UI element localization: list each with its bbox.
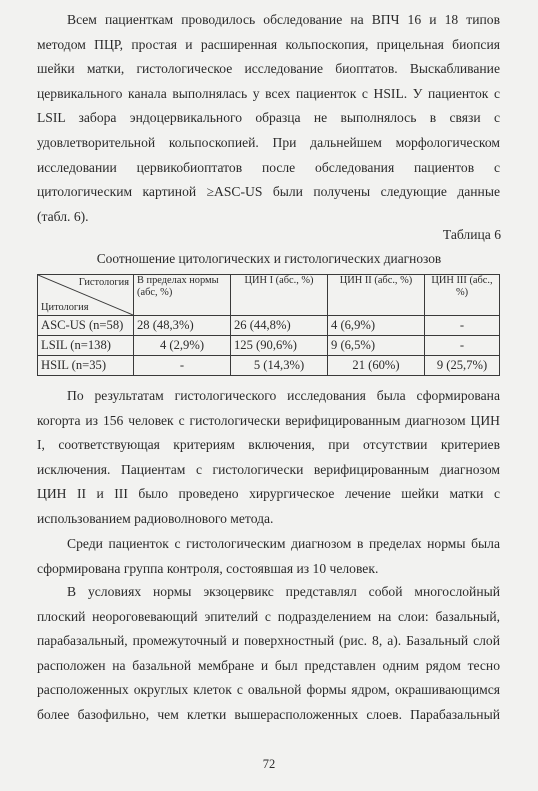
- table-cell: -: [134, 356, 231, 376]
- text-line: шейки матки, гистологическое исследование биоптатов. Выскабливание: [37, 61, 500, 77]
- text-line: более базофильно, чем клетки вышерасположенных слоев. Парабазальный: [37, 706, 500, 722]
- table-cell: 4 (2,9%): [134, 336, 231, 356]
- table-header-cell: ЦИН I (абс., %): [231, 275, 328, 316]
- text-line: (табл. 6).: [37, 208, 89, 224]
- diagnosis-table: [37, 274, 500, 376]
- text-line: LSIL забора эндоцервикального образца не выполнялось в связи с: [37, 110, 500, 126]
- text-line: методом ПЦР, простая и расширенная кольпоскопия, прицельная биопсия: [37, 36, 500, 52]
- corner-bottom-label: Цитология: [41, 302, 89, 313]
- paragraph-4: [37, 580, 500, 728]
- paragraph-2: [37, 384, 500, 532]
- text-line: расположенных округлых клеток с овальной формы ядром, окрашивающимся: [37, 682, 500, 698]
- table-cell: -: [425, 336, 500, 356]
- table-cell: 26 (44,8%): [231, 316, 328, 336]
- text-line: В условиях нормы экзоцервикс представлял собой многослойный: [67, 584, 500, 599]
- corner-top-label: Гистология: [78, 277, 129, 288]
- table-cell: 4 (6,9%): [328, 316, 425, 336]
- table-header-cell: В пределах нормы (абс, %): [134, 275, 231, 316]
- table-cell: 5 (14,3%): [231, 356, 328, 376]
- table-label: Таблица 6: [442, 227, 501, 242]
- table-header-cell: ЦИН III (абс., %): [425, 275, 500, 316]
- table-row: [38, 336, 500, 356]
- table-header-row: [38, 275, 500, 316]
- table-cell: 28 (48,3%): [134, 316, 231, 336]
- text-line: I, соответствующая критериям включения, при отсутствии критериев: [37, 437, 500, 453]
- text-line: цервикального канала выполнялась у всех пациенток с HSIL. У пациенток с: [37, 85, 500, 101]
- table-cell: 9 (6,5%): [328, 336, 425, 356]
- table-row: [38, 356, 500, 376]
- row-label: HSIL (n=35): [38, 356, 134, 376]
- table-corner-cell: [38, 275, 134, 316]
- text-line: парабазальный, промежуточный и поверхностный (рис. 8, а). Базальный слой: [37, 633, 500, 649]
- table-caption: Соотношение цитологических и гистологических диагнозов: [96, 251, 442, 266]
- paragraph-3: [37, 532, 500, 581]
- table-cell: 9 (25,7%): [425, 356, 500, 376]
- text-line: расположен на базальной мембране и был представлен одним рядом тесно: [37, 657, 500, 673]
- text-line: когорта из 156 человек с гистологически верифицированным диагнозом ЦИН: [37, 412, 500, 428]
- table-header-cell: ЦИН II (абс., %): [328, 275, 425, 316]
- text-line: исключения. Пациентам с гистологически верифицированным диагнозом: [37, 461, 500, 477]
- text-line: использованием радиоволнового метода.: [37, 510, 274, 526]
- text-line: Всем пациенткам проводилось обследование на ВПЧ 16 и 18 типов: [67, 12, 500, 27]
- row-label: ASC-US (n=58): [38, 316, 134, 336]
- table-row: [38, 316, 500, 336]
- page-number: 72: [262, 757, 276, 771]
- text-line: Среди пациенток с гистологическим диагнозом в пределах нормы была: [67, 536, 500, 551]
- text-line: удовлетворительной кольпоскопией. При дальнейшем морфологическом: [37, 134, 500, 150]
- table-cell: 21 (60%): [328, 356, 425, 376]
- text-line: ЦИН II и III было проведено хирургическое лечение шейки матки с: [37, 486, 500, 502]
- table-cell: 125 (90,6%): [231, 336, 328, 356]
- row-label: LSIL (n=138): [38, 336, 134, 356]
- paragraph-1: [37, 8, 500, 229]
- text-line: сформирована группа контроля, состоявшая из 10 человек.: [37, 560, 379, 576]
- text-line: цитологическим картиной ≥ASC-US были получены следующие данные: [37, 184, 500, 200]
- table-cell: -: [425, 316, 500, 336]
- text-line: плоский неороговевающий эпителий с подразделением на слои: базальный,: [37, 608, 500, 624]
- text-line: исследовании цервикобиоптатов после обследования пациентов с: [37, 159, 500, 175]
- text-line: По результатам гистологического исследования была сформирована: [67, 388, 500, 403]
